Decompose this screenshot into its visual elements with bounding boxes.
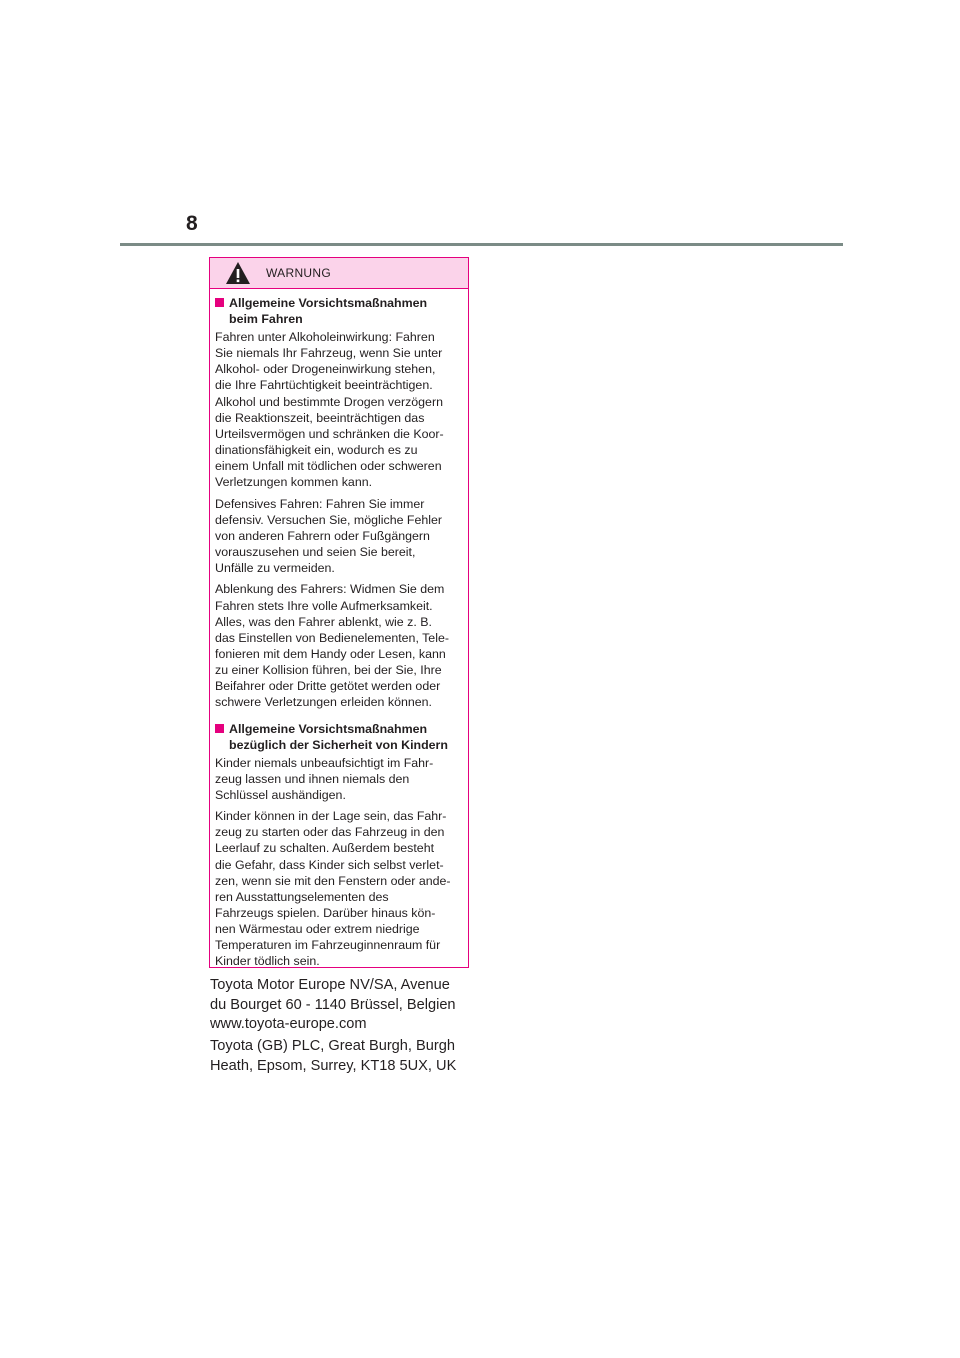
warning-box <box>209 257 469 968</box>
website-link[interactable]: www.toyota-europe.com <box>210 1016 367 1032</box>
text-line: Sie niemals Ihr Fahrzeug, wenn Sie unter <box>215 346 443 361</box>
text-line: zu einer Kollision führen, bei der Sie, Ihre <box>215 663 442 678</box>
text-line: dinationsfähigkeit ein, wodurch es zu <box>215 443 418 458</box>
square-bullet-icon <box>215 724 224 733</box>
address-toyota-gb <box>210 1037 470 1076</box>
warning-title: WARNUNG <box>266 266 331 280</box>
text-line: Beifahrer oder Dritte getötet werden oder <box>215 679 441 694</box>
text-line: Fahren unter Alkoholeinwirkung: Fahren <box>215 330 435 344</box>
text-line: Fahren stets Ihre volle Aufmerksamkeit. <box>215 598 433 613</box>
text-line: die Gefahr, dass Kinder sich selbst verlet- <box>215 857 444 872</box>
header-rule <box>120 243 843 246</box>
text-line: fonieren mit dem Handy oder Lesen, kann <box>215 646 446 661</box>
text-line: Alkohol und bestimmte Drogen verzögern <box>215 394 443 409</box>
text-line: zeug zu starten oder das Fahrzeug in den <box>215 825 445 840</box>
heading-line: beim Fahren <box>229 312 303 326</box>
heading-line: Allgemeine Vorsichtsmaßnahmen <box>229 296 428 310</box>
text-line: Alles, was den Fahrer ablenkt, wie z. B. <box>215 614 432 629</box>
address-line: Heath, Epsom, Surrey, KT18 5UX, UK <box>210 1057 457 1074</box>
heading-line: Allgemeine Vorsichtsmaßnahmen <box>229 721 428 736</box>
text-line: einem Unfall mit tödlichen oder schweren <box>215 459 442 474</box>
text-line: Temperaturen im Fahrzeuginnenraum für <box>215 938 441 953</box>
text-line: Kinder tödlich sein. <box>215 954 320 969</box>
paragraph-children-danger <box>215 808 462 970</box>
warning-header <box>210 258 468 289</box>
text-line: von anderen Fahrern oder Fußgängern <box>215 528 430 543</box>
text-line: defensiv. Versuchen Sie, mögliche Fehler <box>215 512 443 527</box>
warning-triangle-icon <box>225 261 251 285</box>
paragraph-unattended <box>215 755 462 803</box>
text-line: Alkohol- oder Drogeneinwirkung stehen, <box>215 362 436 377</box>
text-line: Unfälle zu vermeiden. <box>215 561 335 576</box>
section-heading-children <box>215 721 462 753</box>
text-line: Ablenkung des Fahrers: Widmen Sie dem <box>215 582 445 597</box>
text-line: Leerlauf zu schalten. Außerdem besteht <box>215 841 435 856</box>
text-line: zeug lassen und ihnen niemals den <box>215 771 410 786</box>
address-line: Toyota Motor Europe NV/SA, Avenue <box>210 977 450 993</box>
page-number: 8 <box>186 212 198 235</box>
address-line: du Bourget 60 - 1140 Brüssel, Belgien <box>210 996 456 1013</box>
text-line: Urteilsvermögen und schränken die Koor- <box>215 426 444 441</box>
section-heading-driving <box>215 295 462 327</box>
text-line: Kinder niemals unbeaufsichtigt im Fahr- <box>215 755 434 770</box>
square-bullet-icon <box>215 298 224 307</box>
text-line: Fahrzeugs spielen. Darüber hinaus kön- <box>215 906 436 920</box>
text-line: Verletzungen kommen kann. <box>215 475 373 490</box>
text-line: Defensives Fahren: Fahren Sie immer <box>215 496 425 511</box>
warning-body <box>210 289 468 970</box>
paragraph-alcohol <box>215 329 462 491</box>
text-line: schwere Verletzungen erleiden können. <box>215 695 432 710</box>
text-line: die Reaktionszeit, beeinträchtigen das <box>215 410 425 425</box>
text-line: Schlüssel aushändigen. <box>215 787 346 802</box>
address-toyota-europe <box>210 976 470 1035</box>
text-line: zen, wenn sie mit den Fenstern oder ande- <box>215 873 451 888</box>
text-line: das Einstellen von Bedienelementen, Tele- <box>215 630 449 645</box>
paragraph-distraction <box>215 581 462 710</box>
address-line: Toyota (GB) PLC, Great Burgh, Burgh <box>210 1038 455 1054</box>
text-line: Kinder können in der Lage sein, das Fahr- <box>215 809 447 824</box>
text-line: die Ihre Fahrtüchtigkeit beeinträchtigen. <box>215 378 433 393</box>
text-line: ren Ausstattungselementen des <box>215 889 389 904</box>
text-line: vorauszusehen und seien Sie bereit, <box>215 545 416 560</box>
paragraph-defensive <box>215 496 462 577</box>
text-line: nen Wärmestau oder extrem niedrige <box>215 922 420 937</box>
heading-line: bezüglich der Sicherheit von Kindern <box>229 737 448 752</box>
